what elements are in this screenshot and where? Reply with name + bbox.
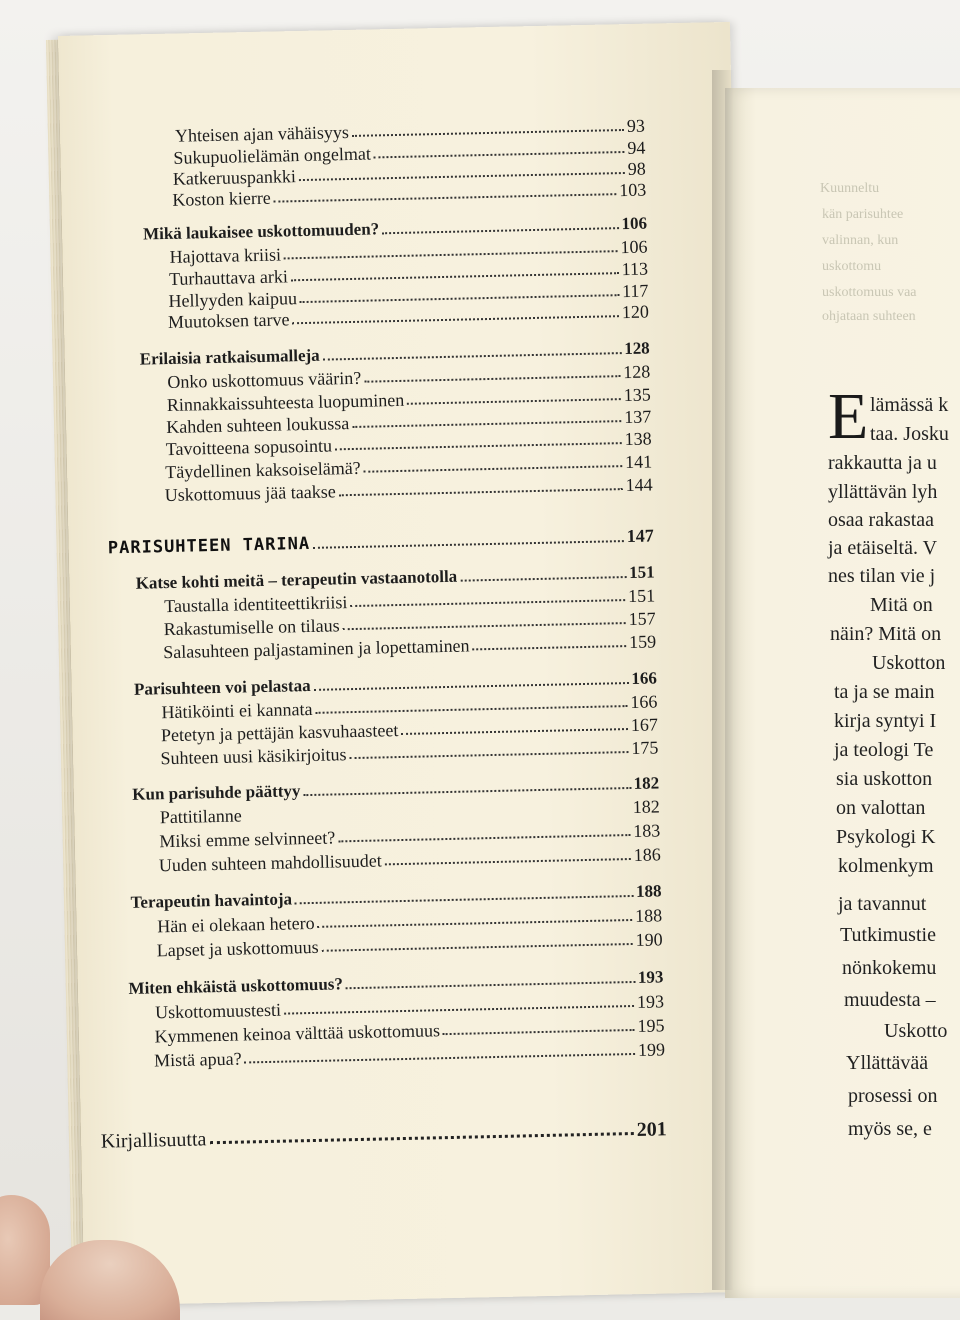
toc-entry-label: Hellyyden kaipuu (168, 288, 298, 311)
toc-entry-page: 103 (619, 179, 647, 201)
toc-part-page: 147 (626, 525, 654, 547)
toc-entry-page: 157 (628, 608, 656, 630)
toc-entry-page: 117 (621, 280, 649, 302)
toc-entry-page: 138 (624, 428, 652, 450)
body-line: nönkokemu (842, 957, 937, 979)
body-line: lämässä k (870, 394, 949, 416)
toc-section-page: 106 (621, 213, 648, 234)
body-line: ja tavannut (838, 893, 927, 915)
toc-entry-label: Suhteen uusi käsikirjoitus (160, 744, 347, 769)
toc-entry-page: 113 (621, 258, 649, 280)
faded-line: ohjataan suhteen (822, 309, 916, 324)
toc-entry-label: Mistä apua? (153, 1048, 242, 1071)
toc-entry-page: 167 (630, 714, 659, 735)
toc-entry-page: 151 (627, 585, 656, 607)
toc-section-page: 188 (635, 881, 662, 901)
toc-entry-label: Turhauttava arki (168, 266, 289, 289)
toc-entry-page: 93 (626, 115, 646, 136)
faded-line: uskottomuus vaa (822, 285, 917, 300)
toc-section-label: Terapeutin havaintoja (130, 889, 293, 912)
toc-bibliography-label: Kirjallisuutta (100, 1128, 207, 1153)
toc-entry-page: 135 (623, 384, 651, 406)
toc-entry-page: 98 (627, 158, 646, 179)
body-line: osaa rakastaa (828, 509, 935, 531)
toc-entry-page: 94 (627, 137, 646, 158)
body-line: Mitä on (870, 594, 933, 616)
faded-line: kän parisuhtee (822, 207, 904, 222)
toc-entry-page: 193 (636, 991, 665, 1012)
toc-entry-page: 188 (634, 905, 663, 926)
toc-entry-label: Miksi emme selvinneet? (159, 827, 336, 852)
toc-entry-page: 120 (621, 301, 650, 323)
body-line: Psykologi K (836, 826, 936, 848)
toc-entry-label: Yhteisen ajan vähäisyys (174, 121, 350, 146)
toc-entry-label: Salasuhteen paljastaminen ja lopettaminen (162, 635, 470, 663)
toc-entry-label: Hajottava kriisi (169, 244, 282, 267)
toc-entry-page: 199 (637, 1039, 666, 1060)
body-line: nes tilan vie j (828, 565, 936, 587)
toc-entry-label: Hän ei olekaan hetero (156, 912, 315, 937)
toc-entry-label: Katkeruuspankki (172, 166, 297, 189)
body-line: kolmenkym (838, 855, 934, 877)
faded-line: uskottomu (822, 259, 882, 274)
body-line: Uskotto (884, 1020, 948, 1042)
toc-entry-label: Taustalla identiteettikriisi (163, 592, 348, 617)
toc-entry-label: Täydellinen kaksoiselämä? (165, 457, 361, 483)
toc-entry-label: Rinnakkaissuhteesta luopuminen (166, 389, 405, 416)
toc-entry-page: 190 (635, 929, 663, 950)
toc-section-label: Parisuhteen voi pelastaa (133, 675, 311, 699)
toc-section-page: 166 (631, 668, 658, 688)
toc-entry-label: Koston kierre (172, 187, 272, 210)
toc-entry-label: Onko uskottomuus väärin? (167, 367, 362, 393)
body-line: prosessi on (848, 1085, 938, 1107)
toc-entry-label: Kymmenen keinoa välttää uskottomuus (154, 1020, 441, 1047)
toc-entry-label: Uskottomuustesti (154, 999, 282, 1023)
toc-section-label: Kun parisuhde päättyy (132, 781, 301, 804)
body-line: myös se, e (848, 1118, 932, 1140)
body-line: yllättävän lyh (828, 481, 938, 503)
body-line: Tutkimustie (840, 924, 936, 946)
body-line: taa. Josku (870, 423, 949, 445)
drop-cap: E (828, 380, 869, 453)
toc-entry-page: 159 (628, 631, 657, 653)
toc-entry-label: Lapset ja uskottomuus (156, 936, 319, 961)
toc-section-page: 128 (623, 338, 650, 359)
toc-part-label: PARISUHTEEN TARINA (107, 533, 311, 559)
body-line: näin? Mitä on (830, 623, 942, 645)
toc-entry-page: 144 (625, 474, 653, 496)
toc-entry-label: Hätiköinti ei kannata (161, 698, 313, 723)
toc-section-label: Erilaisia ratkaisumalleja (139, 345, 320, 369)
body-line: on valottan (836, 797, 926, 819)
toc-entry-label: Uuden suhteen mahdollisuudet (158, 850, 382, 876)
body-line: muudesta – (844, 989, 936, 1011)
toc-entry-page: 166 (630, 691, 658, 712)
toc-section-label: Miten ehkäistä uskottomuus? (128, 974, 344, 999)
toc-entry-label: Pattitilanne (159, 805, 242, 828)
body-line: ja etäiseltä. V (828, 537, 938, 559)
toc-entry-label: Rakastumiselle on tilaus (163, 615, 340, 640)
toc-entry-label: Kahden suhteen loukussa (166, 413, 350, 438)
faded-line: Kuunneltu (820, 181, 880, 196)
toc-entry-label: Petetyn ja pettäjän kasvuhaasteet (160, 720, 399, 746)
body-line: Yllättävää (846, 1052, 929, 1074)
toc-entry-page: 195 (637, 1015, 665, 1036)
toc-entry-page: 182 (632, 796, 660, 817)
toc-section-page: 182 (633, 773, 660, 793)
body-line: sia uskotton (836, 768, 933, 790)
body-line: ja teologi Te (834, 739, 934, 761)
toc-bibliography-page: 201 (636, 1118, 667, 1141)
toc-entry-label: Muutoksen tarve (167, 309, 290, 332)
body-line: Uskotton (872, 652, 946, 674)
body-line: rakkautta ja u (828, 452, 937, 474)
body-line: ta ja se main (834, 681, 935, 703)
faded-line: valinnan, kun (822, 233, 899, 248)
toc-section-label: Mikä laukaisee uskottomuuden? (142, 219, 380, 244)
body-line: kirja syntyi I (834, 710, 937, 732)
toc-section-label: Katse kohti meitä – terapeutin vastaanotolla (135, 566, 458, 593)
toc-entry-page: 183 (633, 820, 661, 841)
toc-entry-page: 175 (631, 737, 659, 758)
toc-entry-page: 141 (624, 451, 653, 473)
toc-entry-label: Tavoitteena sopusointu (165, 435, 333, 460)
toc-section-page: 151 (628, 562, 655, 582)
toc-entry-label: Uskottomuus jää taakse (164, 481, 336, 506)
toc-entry-page: 128 (622, 361, 651, 383)
toc-section-page: 193 (637, 967, 664, 987)
toc-entry-page: 137 (623, 406, 652, 428)
toc-entry-label: Sukupuolielämän ongelmat (173, 143, 372, 168)
toc-entry-page: 186 (633, 844, 661, 865)
toc-entry-page: 106 (620, 236, 648, 258)
